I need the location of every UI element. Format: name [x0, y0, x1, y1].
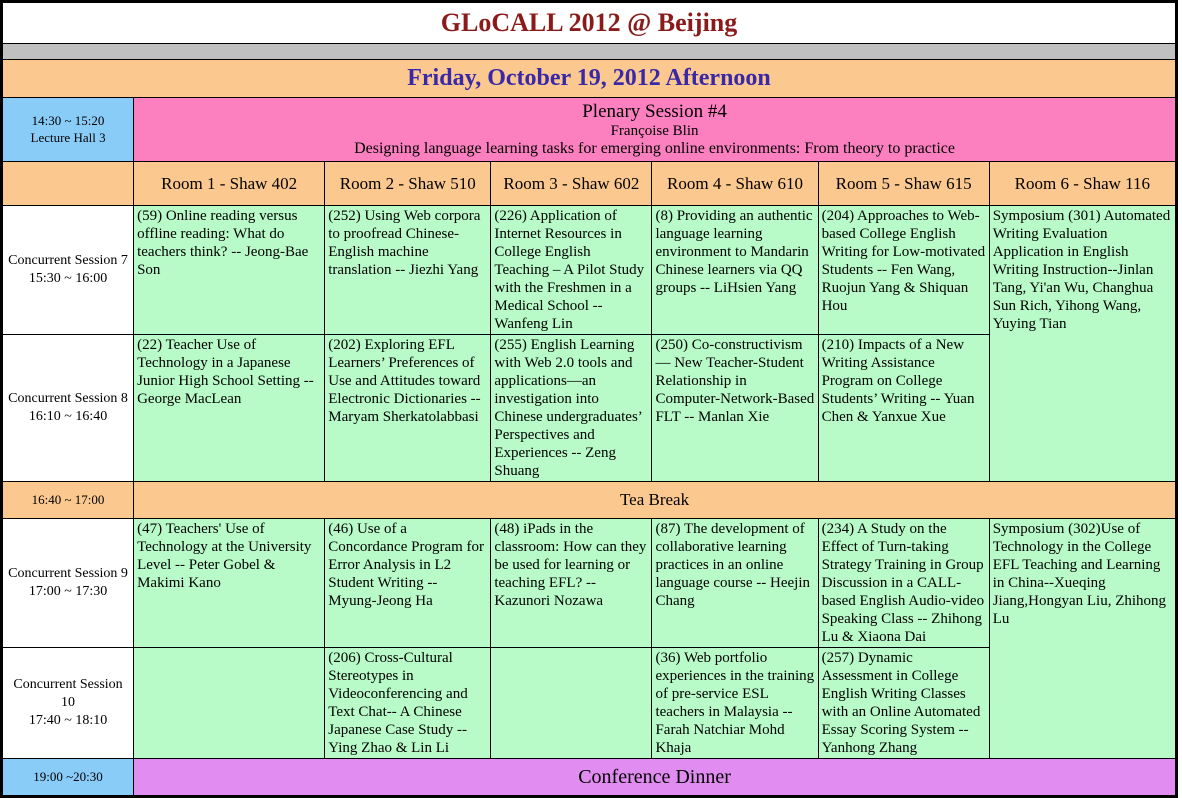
- talk-text: (226) Application of Internet Resources in College English Teaching – A Pilot Study with the Freshmen in a Medical School -- Wanfeng Lin: [494, 208, 645, 332]
- room-header-6: Room 6 - Shaw 116: [989, 162, 1175, 206]
- room-header-2: Room 2 - Shaw 510: [325, 162, 491, 206]
- plenary-session-cell: [134, 98, 1176, 162]
- talk-text: (210) Impacts of a New Writing Assistance Program on College Students’ Writing -- Yuan Chen & Yanxue Xue: [821, 337, 975, 425]
- tea-break-time-cell: [3, 482, 134, 519]
- schedule-table: [2, 2, 1176, 796]
- talk-text: (48) iPads in the classroom: How can they be used for learning or teaching EFL? -- Kazunori Nozawa: [494, 521, 647, 609]
- talk-cell-empty: [134, 648, 325, 759]
- room-header-4: Room 4 - Shaw 610: [652, 162, 818, 206]
- talk-text: (252) Using Web corpora to proofread Chinese-English machine translation -- Jiezhi Yang: [328, 208, 481, 278]
- page-title: GLoCALL 2012 @ Beijing: [440, 8, 738, 37]
- date-header: Friday, October 19, 2012 Afternoon: [407, 65, 771, 91]
- talk-cell-empty: [491, 648, 652, 759]
- talk-cell: [652, 335, 818, 482]
- talk-text: (59) Online reading versus offline reading: What do teachers think? -- Jeong-Bae Son: [137, 208, 309, 278]
- talk-text: (204) Approaches to Web-based College English Writing for Low-motivated Students -- Fen Wang, Ruojun Yang & Shiquan Hou: [821, 208, 986, 314]
- talk-cell: [325, 648, 491, 759]
- session-9-label: Concurrent Session 9: [8, 565, 128, 581]
- room-header-1: Room 1 - Shaw 402: [134, 162, 325, 206]
- plenary-location: Lecture Hall 3: [30, 129, 106, 145]
- talk-text: (8) Providing an authentic language learning environment to Mandarin Chinese learners via QQ groups -- LiHsien Yang: [655, 208, 813, 296]
- talk-cell: [325, 519, 491, 648]
- session-10-time: 17:40 ~ 18:10: [28, 713, 108, 729]
- conference-title-cell: [3, 3, 1176, 44]
- plenary-speaker: Françoise Blin: [610, 123, 699, 139]
- talk-cell: [491, 519, 652, 648]
- talk-cell: [818, 519, 989, 648]
- talk-cell: [818, 648, 989, 759]
- plenary-title: Plenary Session #4: [582, 101, 727, 122]
- room-header-3: Room 3 - Shaw 602: [491, 162, 652, 206]
- talk-cell: [818, 335, 989, 482]
- talk-cell: [134, 335, 325, 482]
- tea-break-label: Tea Break: [619, 490, 690, 509]
- talk-cell: [491, 335, 652, 482]
- session-8-label-cell: [3, 335, 134, 482]
- dinner-cell: [134, 759, 1176, 796]
- talk-text: (250) Co-constructivism — New Teacher-Student Relationship in Computer-Network-Based FLT -- Manlan Xie: [655, 337, 815, 425]
- session-8-label: Concurrent Session 8: [8, 390, 128, 406]
- gray-divider-band: [3, 44, 1176, 60]
- session-7-label: Concurrent Session 7: [8, 252, 128, 268]
- talk-cell: [652, 648, 818, 759]
- plenary-time-cell: [3, 98, 134, 162]
- talk-text: (46) Use of a Concordance Program for Error Analysis in L2 Student Writing -- Myung-Jeong Ha: [328, 521, 485, 609]
- symposium-text: Symposium (302)Use of Technology in the College EFL Teaching and Learning in China--Xueqing Jiang,Hongyan Liu, Zhihong Lu: [992, 521, 1167, 627]
- dinner-time-cell: [3, 759, 134, 796]
- symposium-301-cell: [989, 206, 1175, 482]
- room-header-5: Room 5 - Shaw 615: [818, 162, 989, 206]
- talk-cell: [325, 206, 491, 335]
- talk-cell: [652, 206, 818, 335]
- talk-cell: [325, 335, 491, 482]
- session-7-label-cell: [3, 206, 134, 335]
- talk-text: (36) Web portfolio experiences in the training of pre-service ESL teachers in Malaysia -- Farah Natchiar Mohd Khaja: [655, 650, 815, 756]
- talk-text: (202) Exploring EFL Learners’ Preferences of Use and Attitudes toward Electronic Dictionaries -- Maryam Sherkatolabbasi: [328, 337, 481, 425]
- room-header-spacer: [3, 162, 134, 206]
- session-9-time: 17:00 ~ 17:30: [28, 584, 108, 599]
- talk-text: (234) A Study on the Effect of Turn-taking Strategy Training in Group Discussion in a CALL-based English Audio-video Speaking Class -- Zhihong Lu & Xiaona Dai: [821, 521, 985, 645]
- talk-text: (255) English Learning with Web 2.0 tools and applications—an investigation into Chinese undergraduates’ Perspectives and Experiences -- Zeng Shuang: [494, 337, 642, 479]
- talk-cell: [652, 519, 818, 648]
- symposium-302-cell: [989, 519, 1175, 759]
- session-9-label-cell: [3, 519, 134, 648]
- talk-text: (206) Cross-Cultural Stereotypes in Videoconferencing and Text Chat-- A Chinese Japanese Case Study -- Ying Zhao & Lin Li: [328, 650, 468, 756]
- dinner-label: Conference Dinner: [578, 765, 731, 788]
- session-7-time: 15:30 ~ 16:00: [28, 271, 108, 286]
- tea-break-time: 16:40 ~ 17:00: [31, 491, 105, 507]
- talk-cell: [818, 206, 989, 335]
- talk-cell: [134, 519, 325, 648]
- session-10-label: Concurrent Session 10: [13, 676, 123, 710]
- date-header-cell: [3, 60, 1176, 98]
- tea-break-cell: [134, 482, 1176, 519]
- talk-cell: [491, 206, 652, 335]
- talk-text: (22) Teacher Use of Technology in a Japanese Junior High School Setting -- George MacLean: [137, 337, 314, 407]
- talk-text: (87) The development of collaborative learning practices in an online language course -- Heejin Chang: [655, 521, 810, 609]
- symposium-text: Symposium (301) Automated Writing Evaluation Application in English Writing Instruction--Jinlan Tang, Yi'an Wu, Changhua Sun Rich, Yihong Wang, Yuying Tian: [992, 208, 1171, 332]
- talk-text: (47) Teachers' Use of Technology at the University Level -- Peter Gobel & Makimi Kano: [137, 521, 312, 591]
- plenary-time: 14:30 ~ 15:20: [31, 113, 105, 129]
- talk-cell: [134, 206, 325, 335]
- session-8-time: 16:10 ~ 16:40: [28, 409, 108, 424]
- dinner-time: 19:00 ~20:30: [33, 768, 103, 784]
- session-10-label-cell: [3, 648, 134, 759]
- talk-text: (257) Dynamic Assessment in College English Writing Classes with an Online Automated Essay Scoring System -- Yanhong Zhang: [821, 650, 981, 756]
- plenary-topic: Designing language learning tasks for emerging online environments: From theory to practice: [354, 140, 955, 157]
